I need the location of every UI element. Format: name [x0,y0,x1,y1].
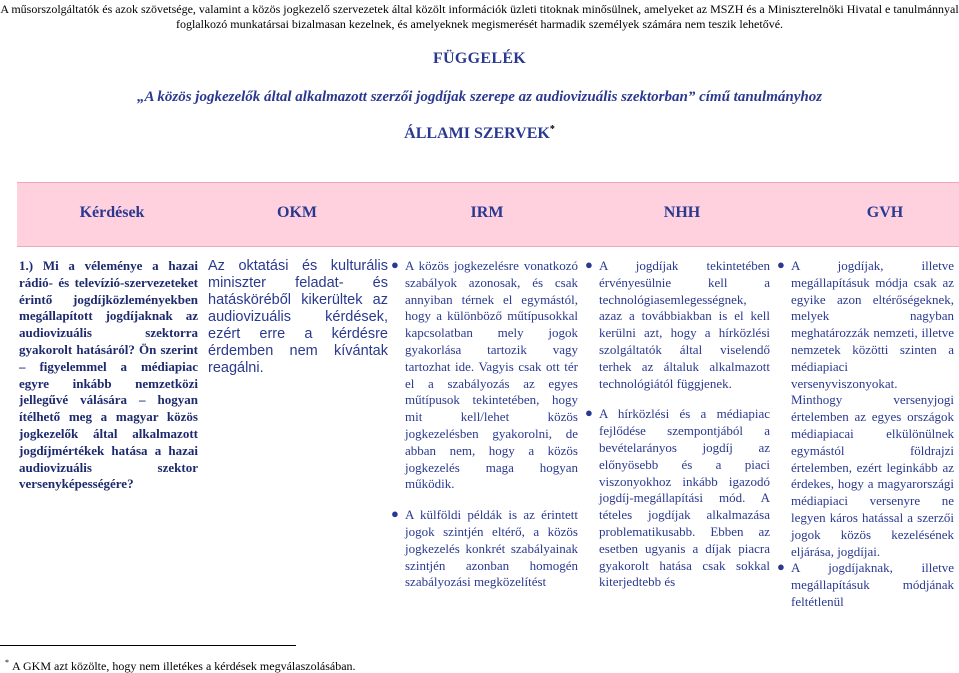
bullet-icon: ● [777,258,785,272]
bullet-icon: ● [585,405,593,421]
footnote [5,656,356,673]
irm-paragraph: A közös jogkezelésre vonatkozó szabályok azonosak, és csak annyiban térnek el egymástól, hogy a különböző műtípusokkal kapcsolatban mely jogok gyakorlása tartozik vagy tartozhat ide. Vagyis csak ott tér el a szabályozás az egyes műtípusok tekintetében, hogy mit kell/lehet közös jogkezelésben gyakorolni, de abban nem, hogy a közös jogkezelés maga hogyan működik. [405,258,578,492]
okm-answer-cell: Az oktatási és kulturális miniszter feladat- és hatásköréből kikerültek az audiovizuális kérdések, ezért erre a kérdésre érdemben nem kívántak reagálni. [208,258,388,376]
table-header-row [17,182,959,247]
section-title-text: ÁLLAMI SZERVEK [404,125,550,142]
footnote-divider [0,645,296,646]
bullet-icon: ● [585,258,593,272]
bullet-icon: ● [777,559,785,575]
irm-answer-cell [390,258,578,630]
nhh-answer-cell [584,258,770,605]
gvh-paragraph: A jogdíjak, illetve megállapításuk módja csak az egyike azon eltérőségeknek, melyek nagyban meghatározzák nemzeti, illetve nemzetek közötti szinten a médiapiaci versenyviszonyokat. [791,258,954,391]
footnote-marker: * [5,658,9,667]
gvh-paragraph: A jogdíjaknak, illetve megállapításuk módjának feltétlenül [791,560,954,609]
header-okm: OKM [277,204,317,221]
gvh-paragraph: Minthogy versenyjogi értelemben az egyes országok médiapiacai elkülönülnek egymástól földrajzi értelemben, ezért leginkább az érdekes, hogy a magyarországi médiapiaci versenyre ne legyen káros hatással a szerzői jogok közös kezelésének eljárása, jogdíjai. [791,392,954,559]
list-item [776,560,954,610]
appendix-title: FÜGGELÉK [432,50,527,67]
list-item [584,258,770,392]
header-nhh: NHH [663,204,701,221]
footnote-text: A GKM azt közölte, hogy nem illetékes a kérdések megválaszolásában. [12,659,356,673]
nhh-paragraph: A hírközlési és a médiapiac fejlődése szempontjából a bevételarányos jogdíj az előnyösebb és a piaci viszonyokhoz inkább igazodó jogdíj-megállapítási mód. A tételes jogdíjak alkalmazása problematikusabb. Ebben az esetben ugyanis a díjak piacra gyakorolt hatása csak sokkal kiterjedtebb és [599,406,770,590]
header-questions: Kérdések [79,204,145,221]
confidentiality-notice: A műsorszolgáltatók és azok szövetsége, valamint a közös jogkezelő szervezetek által közölt információk üzleti titoknak minősülnek, amelyeket az MSZH és a Miniszterelnöki Hivatal e tanulmánnyal foglalkozó munkatársai bizalmasan kezelnek, és amelyeknek megismerését harmadik személyek számára nem teszik lehetővé. [0,2,959,31]
study-title: „A közös jogkezelők által alkalmazott szerzői jogdíjak szerepe az audiovizuális szektorban” című tanulmányhoz [136,89,823,105]
irm-paragraph: A külföldi példák is az érintett jogok szintjén eltérő, a közös jogkezelés konkrét szabályainak szintjén azonban homogén szabályozási megközelítést [405,507,578,590]
list-item [584,406,770,591]
bullet-icon: ● [391,506,399,522]
bullet-icon: ● [391,258,399,272]
list-item [390,258,578,493]
section-title [0,124,959,143]
header-gvh: GVH [866,204,904,221]
header-irm: IRM [470,204,504,221]
list-item [390,507,578,591]
gvh-answer-cell [776,258,954,611]
nhh-paragraph: A jogdíjak tekintetében érvényesülnie kell a technológiasemlegességnek, azaz a továbbiakban is el kell kerülni azt, hogy a hírközlési szolgáltatók által viselendő terhek az általuk alkalmazott technológiától függjenek. [599,258,770,391]
question-cell: 1.) Mi a véleménye a hazai rádió- és televízió-szervezeteket érintő jogdíjközleményekben megállapított jogdíjaknak az audiovizuális szektorra gyakorolt hatásáról? Ön szerint – figyelemmel a médiapiac egyre inkább nemzetközi jellegűvé válására – hogyan ítélhető meg a magyar közös jogkezelők által alkalmazott jogdíjmértékek hatása a hazai audiovizuális szektor versenyképességére? [19,258,198,492]
section-footnote-marker: * [549,124,555,135]
list-item [776,258,954,560]
